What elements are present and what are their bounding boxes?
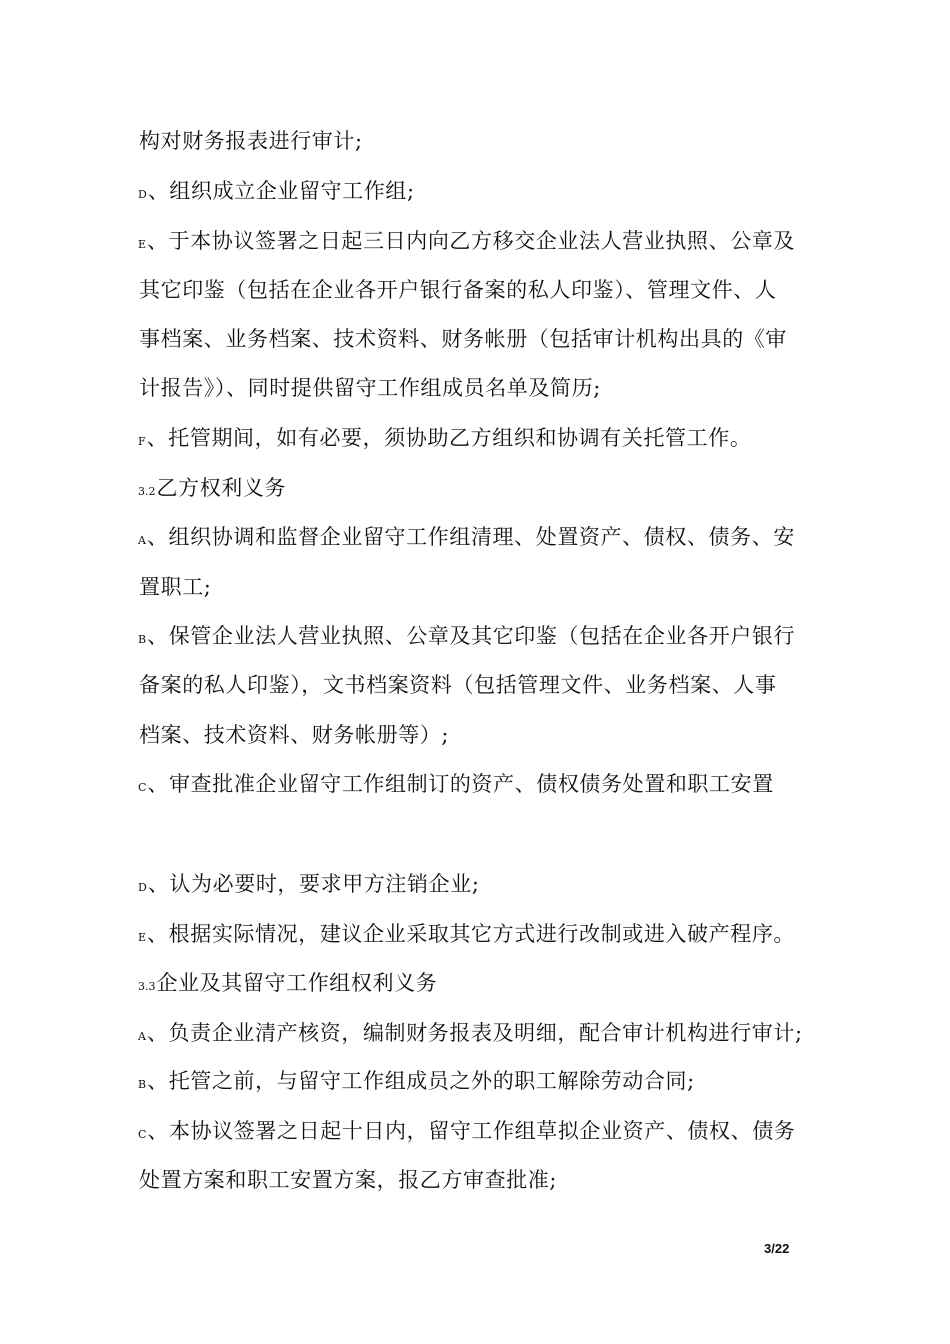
text-line [138, 325, 787, 357]
section-number: 3.3 [138, 980, 156, 993]
text-line [138, 1117, 795, 1149]
text-line [138, 276, 777, 308]
section-heading [138, 969, 437, 1001]
line-text: 置职工; [139, 575, 212, 599]
text-line [138, 1019, 803, 1051]
list-marker: D [138, 188, 147, 201]
list-marker: B [138, 633, 147, 646]
line-text: 、组织协调和监督企业留守工作组清理、处置资产、债权、债务、安 [146, 525, 795, 549]
text-line [138, 622, 795, 654]
line-text: 、认为必要时，要求甲方注销企业; [147, 872, 480, 896]
section-number: 3.2 [138, 485, 156, 498]
line-text: 、负责企业清产核资，编制财务报表及明细，配合审计机构进行审计; [146, 1021, 803, 1045]
text-line [138, 177, 415, 209]
line-text: 计报告》）、同时提供留守工作组成员名单及简历; [139, 376, 601, 400]
text-line [138, 374, 601, 406]
line-text: 、于本协议签署之日起三日内向乙方移交企业法人营业执照、公章及 [147, 229, 796, 253]
line-text: 档案、技术资料、财务帐册等）; [139, 723, 450, 747]
text-line [138, 920, 795, 952]
line-text: 、组织成立企业留守工作组; [147, 179, 415, 203]
line-text: 、托管之前，与留守工作组成员之外的职工解除劳动合同; [147, 1069, 695, 1093]
list-marker: B [138, 1078, 147, 1091]
text-line [138, 127, 363, 159]
list-marker: C [138, 781, 147, 794]
line-text: 备案的私人印鉴），文书档案资料（包括管理文件、业务档案、人事 [139, 673, 777, 697]
text-line [138, 671, 777, 703]
line-text: 、托管期间，如有必要，须协助乙方组织和协调有关托管工作。 [146, 426, 752, 450]
list-marker: E [138, 238, 147, 251]
line-text: 、审查批准企业留守工作组制订的资产、债权债务处置和职工安置 [147, 772, 774, 796]
text-line [138, 523, 795, 555]
list-marker: D [138, 881, 147, 894]
text-line [138, 227, 795, 259]
text-line [138, 1166, 557, 1198]
text-line [138, 721, 449, 753]
line-text: 处置方案和职工安置方案，报乙方审查批准; [139, 1168, 558, 1192]
text-line [138, 573, 211, 605]
text-line [138, 1067, 695, 1099]
list-marker: A [138, 1030, 146, 1043]
line-text: 构对财务报表进行审计; [139, 129, 363, 153]
list-marker: A [138, 534, 146, 547]
line-text: 其它印鉴（包括在企业各开户银行备案的私人印鉴）、管理文件、人 [139, 278, 777, 302]
line-text: 企业及其留守工作组权利义务 [156, 971, 438, 995]
text-line [138, 770, 774, 802]
line-text: 、本协议签署之日起十日内，留守工作组草拟企业资产、债权、债务 [147, 1119, 796, 1143]
section-heading [138, 474, 286, 506]
list-marker: C [138, 1128, 147, 1141]
line-text: 、保管企业法人营业执照、公章及其它印鉴（包括在企业各开户银行 [147, 624, 796, 648]
list-marker: E [138, 931, 147, 944]
line-text: 、根据实际情况，建议企业采取其它方式进行改制或进入破产程序。 [147, 922, 796, 946]
text-line [138, 424, 751, 456]
page-number: 3/22 [764, 1241, 790, 1256]
line-text: 乙方权利义务 [156, 476, 287, 500]
text-line [138, 870, 480, 902]
line-text: 事档案、业务档案、技术资料、财务帐册（包括审计机构出具的《审 [139, 327, 787, 351]
list-marker: F [138, 435, 146, 448]
